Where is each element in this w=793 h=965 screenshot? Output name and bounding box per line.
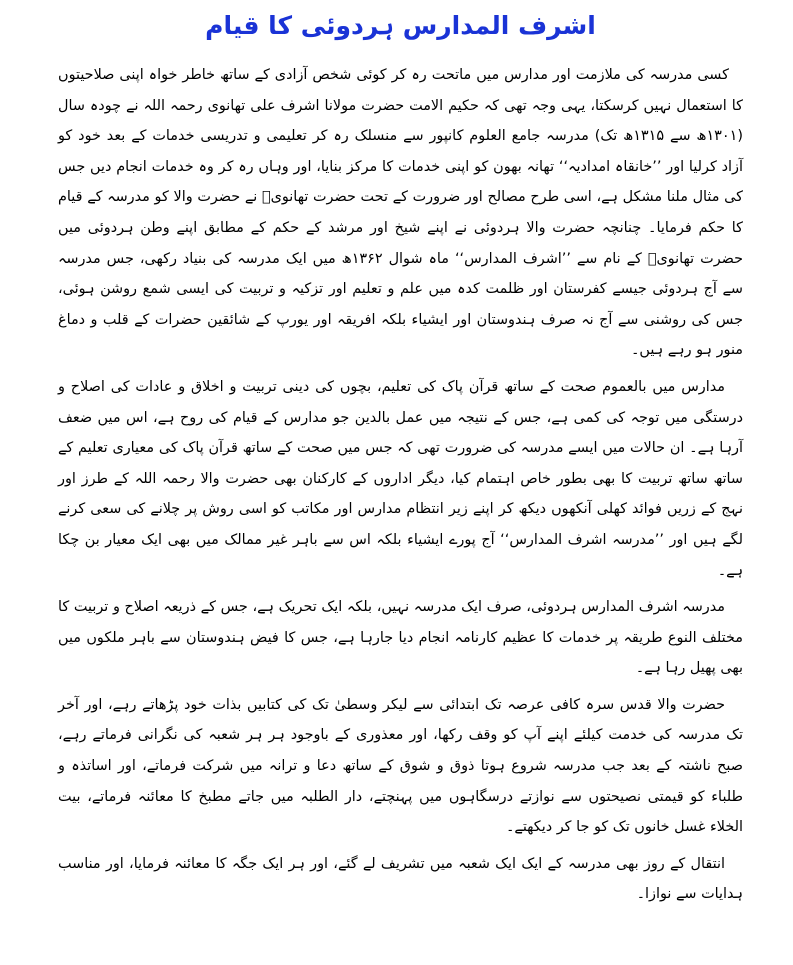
paragraph-founding-background: کسی مدرسہ کی ملازمت اور مدارس میں ماتحت رہ کر کوئی شخص آزادی کے ساتھ خاطر خواہ اپنی صلاحیتوں کا استعمال نہیں کرسکتا، یہی وجہ تھی کہ حکیم الامت حضرت مولانا اشرف علی تھانوی رحمہ اللہ نے چودہ سال (۱۳۰۱ھ سے ۱۳۱۵ھ تک) مدرسہ جامع العلوم کانپور سے منسلک رہ کر تعلیمی و تدریسی خدمات کے بعد خود کو آزاد کرلیا اور ’’خانقاہ امدادیہ‘‘ تھانہ بھون کو اپنی خدمات کا مرکز بنایا، اور وہاں رہ کر وہ خدمات انجام دیں جس کی مثال ملنا مشکل ہے، اسی طرح مصالح اور ضرورت کے تحت حضرت تھانویؒ نے حضرت والا کو مدرسہ کے قیام کا حکم فرمایا۔ چنانچہ حضرت والا ہردوئی نے اپنے شیخ اور مرشد کے حکم کے مطابق اپنے وطن ہردوئی میں حضرت تھانویؒ کے نام سے ’’اشرف المدارس‘‘ ماہ شوال ۱۳۶۲ھ میں ایک مدرسہ کی بنیاد رکھی، جس مدرسہ سے آج ہردوئی جیسے کفرستان اور ظلمت کدہ میں علم و تعلیم اور تزکیہ و تربیت کی ایسی شمع روشن ہوئی، جس کی روشنی سے آج نہ صرف ہندوستان اور ایشیاء بلکہ افریقہ اور یورپ کے شائقین حضرات کے قلب و دماغ منور ہو رہے ہیں۔ — [58, 67, 744, 359]
article-body — [58, 60, 743, 910]
paragraph-final-day: انتقال کے روز بھی مدرسہ کے ایک ایک شعبہ میں تشریف لے گئے، اور ہر ایک جگہ کا معائنہ فرمایا، اور مناسب ہدایات سے نوازا۔ — [58, 855, 743, 903]
page-title: اشرف المدارس ہردوئی کا قیام — [205, 11, 596, 40]
paragraph-education-need: مدارس میں بالعموم صحت کے ساتھ قرآن پاک کی تعلیم، بچوں کی دینی تربیت و اخلاق و عادات کی اصلاح و درستگی میں توجہ کی کمی ہے، جس کے نتیجہ میں عمل بالدین جو مدارس کے قیام کی روح ہے، اس میں ضعف آرہا ہے۔ ان حالات میں ایسے مدرسہ کی ضرورت تھی کہ جس میں صحت کے ساتھ قرآن پاک کی معیاری تعلیم کے ساتھ ساتھ تربیت کا بھی بطور خاص اہتمام کیا، دیگر اداروں کے کارکنان بھی حضرت والا رحمہ اللہ کے طرز اور نہج کے زریں فوائد کھلی آنکھوں دیکھ کر اپنے زیر انتظام مدارس اور مکاتب کو اسی روش پر چلانے کی سعی کرنے لگے ہیں اور ’’مدرسہ اشرف المدارس‘‘ آج پورے ایشیاء بلکہ اس سے باہر غیر ممالک میں بھی ایک معیار بن چکا ہے۔ — [58, 378, 743, 579]
paragraph-teaching-service: حضرت والا قدس سرہ کافی عرصہ تک ابتدائی سے لیکر وسطیٰ تک کی کتابیں بذات خود پڑھاتے رہے، اور آخر تک مدرسہ کی خدمت کیلئے اپنے آپ کو وقف رکھا، اور معذوری کے باوجود ہر ہر شعبہ کی نگرانی فرماتے رہے، صبح ناشتہ کے بعد جب مدرسہ شروع ہوتا ذوق و شوق کے ساتھ دعا و ترانہ میں شرکت فرماتے، اور اساتذہ و طلباء کو قیمتی نصیحتوں سے نوازتے درسگاہوں میں پہنچتے، دار الطلبہ میں جاتے مطبخ کا معائنہ فرماتے، بیت الخلاء غسل خانوں تک کو جا کر دیکھتے۔ — [58, 696, 743, 836]
paragraph-movement: مدرسہ اشرف المدارس ہردوئی، صرف ایک مدرسہ نہیں، بلکہ ایک تحریک ہے، جس کے ذریعہ اصلاح و تربیت کا مختلف النوع طریقہ پر خدمات کا عظیم کارنامہ انجام دیا جارہا ہے، جس کا فیض ہندوستان سے باہر ملکوں میں بھی پھیل رہا ہے۔ — [58, 599, 743, 677]
